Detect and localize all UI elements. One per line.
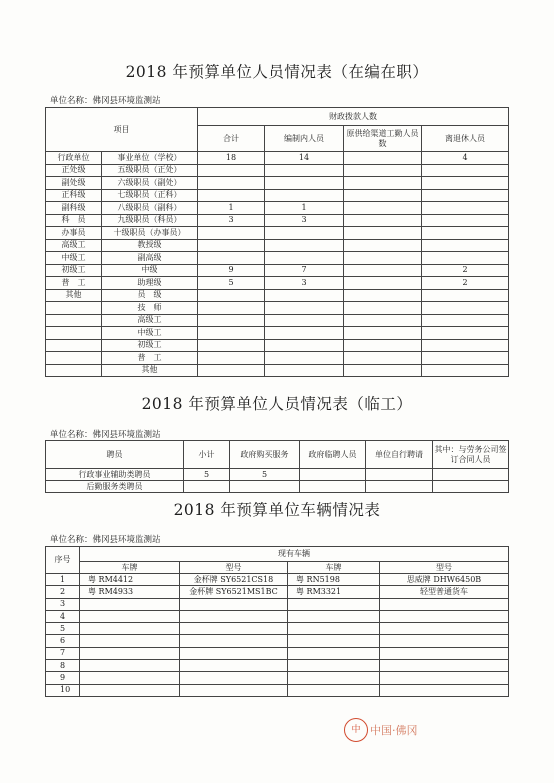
data-cell [198,239,265,252]
table-row [46,277,509,290]
table-row [46,289,509,302]
data-cell [344,227,422,240]
data-cell: 轻型普通货车 [380,586,509,598]
table-row [46,164,509,177]
data-cell [344,152,422,165]
table-row [46,660,509,672]
data-cell [198,352,265,365]
data-cell: 1 [265,202,344,215]
data-cell [422,227,509,240]
data-cell: 粤 RM4412 [80,574,180,586]
data-cell [380,598,509,610]
data-cell: 3 [265,214,344,227]
data-cell [80,635,180,647]
row-grade: 教授级 [102,239,198,252]
header-col: 车牌 [288,562,380,574]
row-seq: 5 [46,623,80,635]
table-row [46,684,509,696]
data-cell [288,647,380,659]
row-grade: 助理级 [102,277,198,290]
table3-unit-name: 单位名称：佛冈县环境监测站 [50,535,161,545]
data-cell [198,327,265,340]
data-cell [433,469,509,481]
data-cell [265,177,344,190]
row-category: 科 员 [46,214,102,227]
data-cell [380,610,509,622]
row-grade: 六级职员（副处） [102,177,198,190]
row-category: 高级工 [46,239,102,252]
row-label: 行政事业辅助类聘员 [46,469,184,481]
header-col: 聘员 [46,441,184,469]
data-cell: 金杯牌 SY6521MS1BC [180,586,288,598]
data-cell [344,177,422,190]
data-cell [344,252,422,265]
row-grade: 八级职员（副科） [102,202,198,215]
table-row [46,647,509,659]
data-cell: 2 [422,277,509,290]
data-cell [198,364,265,377]
header-col: 政府临聘人员 [300,441,366,469]
data-cell [422,189,509,202]
data-cell [265,327,344,340]
data-cell [198,302,265,315]
data-cell [230,481,300,493]
table-row [46,364,509,377]
data-cell [265,314,344,327]
data-cell [422,214,509,227]
data-cell: 5 [198,277,265,290]
table-row [46,177,509,190]
data-cell [344,264,422,277]
table2-title: 2018 年预算单位人员情况表（临工） [141,395,413,413]
row-category: 副科级 [46,202,102,215]
data-cell [344,314,422,327]
data-cell: 14 [265,152,344,165]
data-cell [80,684,180,696]
row-grade: 高级工 [102,314,198,327]
header-col: 离退休人员 [422,126,509,152]
data-cell [198,177,265,190]
vehicle-table [45,546,509,697]
row-grade: 初级工 [102,339,198,352]
data-cell [422,164,509,177]
data-cell [265,302,344,315]
data-cell [433,481,509,493]
row-seq: 4 [46,610,80,622]
table-row [46,586,509,598]
table-row [46,189,509,202]
data-cell [288,660,380,672]
data-cell [180,684,288,696]
row-seq: 6 [46,635,80,647]
header-col: 型号 [180,562,288,574]
data-cell [198,339,265,352]
header-col: 车牌 [80,562,180,574]
table-row [46,264,509,277]
data-cell [180,598,288,610]
data-cell [198,252,265,265]
row-seq: 2 [46,586,80,598]
row-category: 办事员 [46,227,102,240]
row-category: 其他 [46,289,102,302]
data-cell [344,327,422,340]
data-cell: 9 [198,264,265,277]
data-cell [344,164,422,177]
header-seq: 序号 [46,547,80,574]
data-cell [422,239,509,252]
data-cell: 18 [198,152,265,165]
table-row [46,202,509,215]
data-cell [344,339,422,352]
row-grade: 技 师 [102,302,198,315]
data-cell [80,598,180,610]
data-cell [344,277,422,290]
row-grade: 中级工 [102,327,198,340]
row-seq: 7 [46,647,80,659]
data-cell [422,302,509,315]
row-grade: 其他 [102,364,198,377]
row-category: 普 工 [46,277,102,290]
data-cell [80,647,180,659]
row-category: 副处级 [46,177,102,190]
data-cell [300,469,366,481]
temp-staff-table [45,440,509,493]
row-category: 中级工 [46,252,102,265]
data-cell [80,610,180,622]
header-vehicle-group: 现有车辆 [80,547,509,562]
data-cell [344,239,422,252]
data-cell: 粤 RM3321 [288,586,380,598]
data-cell [180,647,288,659]
data-cell [366,469,433,481]
data-cell [265,364,344,377]
row-grade: 普 工 [102,352,198,365]
header-col: 原供给渠道工勤人员数 [344,126,422,152]
table1-title: 2018 年预算单位人员情况表（在编在职） [125,63,429,81]
row-grade: 七级职员（正科） [102,189,198,202]
data-cell [422,364,509,377]
data-cell [366,481,433,493]
table-row [46,152,509,165]
table1-unit-name: 单位名称：佛冈县环境监测站 [50,96,161,106]
data-cell [180,660,288,672]
header-finance-group: 财政拨款人数 [198,108,509,126]
data-cell [265,239,344,252]
table-row [46,227,509,240]
row-grade: 十级职员（办事员） [102,227,198,240]
data-cell [288,672,380,684]
table2-unit-name: 单位名称：佛冈县环境监测站 [50,430,161,440]
data-cell [80,672,180,684]
row-category [46,364,102,377]
row-category: 初级工 [46,264,102,277]
row-category: 行政单位 [46,152,102,165]
data-cell [180,635,288,647]
data-cell: 3 [265,277,344,290]
table-row [46,635,509,647]
table-row [46,610,509,622]
data-cell [288,623,380,635]
data-cell [265,289,344,302]
watermark-text: 中国·佛冈 [370,724,418,737]
row-grade: 中级 [102,264,198,277]
data-cell [80,660,180,672]
data-cell [180,610,288,622]
header-col: 合计 [198,126,265,152]
data-cell [265,189,344,202]
table-row [46,339,509,352]
row-category [46,327,102,340]
data-cell [380,635,509,647]
row-grade: 五级职员（正处） [102,164,198,177]
staff-table [45,107,509,377]
data-cell [422,339,509,352]
data-cell: 5 [184,469,230,481]
data-cell [422,289,509,302]
data-cell [265,164,344,177]
data-cell [344,289,422,302]
data-cell [344,214,422,227]
data-cell [288,684,380,696]
header-col: 政府购买服务 [230,441,300,469]
header-col: 编制内人员 [265,126,344,152]
header-col: 小计 [184,441,230,469]
data-cell [80,623,180,635]
table-row [46,327,509,340]
data-cell [288,635,380,647]
row-category [46,339,102,352]
table-row [46,314,509,327]
data-cell: 4 [422,152,509,165]
table-row [46,239,509,252]
data-cell: 5 [230,469,300,481]
data-cell [422,252,509,265]
data-cell [344,302,422,315]
data-cell [180,623,288,635]
data-cell [265,227,344,240]
data-cell [380,623,509,635]
data-cell [380,647,509,659]
data-cell: 粤 RN5198 [288,574,380,586]
row-grade: 事业单位（学校） [102,152,198,165]
data-cell [198,314,265,327]
row-seq: 1 [46,574,80,586]
data-cell: 3 [198,214,265,227]
data-cell [380,684,509,696]
table-row [46,252,509,265]
header-col: 型号 [380,562,509,574]
row-category: 正科级 [46,189,102,202]
row-label: 后勤服务类聘员 [46,481,184,493]
row-grade: 九级职员（科员） [102,214,198,227]
data-cell [300,481,366,493]
row-seq: 3 [46,598,80,610]
row-grade: 副高级 [102,252,198,265]
seal-icon: 中 [344,718,368,742]
table-row [46,469,509,481]
row-seq: 10 [46,684,80,696]
data-cell [380,672,509,684]
row-category: 正处级 [46,164,102,177]
data-cell [198,189,265,202]
table-row [46,623,509,635]
data-cell [344,364,422,377]
data-cell [265,252,344,265]
header-item: 项目 [46,108,198,152]
data-cell: 粤 RM4933 [80,586,180,598]
data-cell: 2 [422,264,509,277]
data-cell: 思威牌 DHW6450B [380,574,509,586]
data-cell [380,660,509,672]
table-row [46,302,509,315]
data-cell [288,598,380,610]
data-cell [422,327,509,340]
data-cell [180,672,288,684]
data-cell [422,177,509,190]
table3-title: 2018 年预算单位车辆情况表 [173,501,381,519]
row-category [46,314,102,327]
data-cell [198,164,265,177]
data-cell [422,202,509,215]
header-col: 其中：与劳务公司签订合同人员 [433,441,509,469]
data-cell [198,227,265,240]
data-cell [184,481,230,493]
header-col: 单位自行聘请 [366,441,433,469]
data-cell [344,352,422,365]
data-cell: 7 [265,264,344,277]
row-category [46,302,102,315]
data-cell [344,189,422,202]
row-seq: 8 [46,660,80,672]
table-row [46,574,509,586]
data-cell [344,202,422,215]
data-cell [422,314,509,327]
data-cell [422,352,509,365]
data-cell [265,352,344,365]
data-cell: 金杯牌 SY6521CS18 [180,574,288,586]
table-row [46,481,509,493]
data-cell: 1 [198,202,265,215]
table-row [46,352,509,365]
row-seq: 9 [46,672,80,684]
data-cell [265,339,344,352]
table-row [46,214,509,227]
table-row [46,598,509,610]
data-cell [198,289,265,302]
table-row [46,672,509,684]
row-category [46,352,102,365]
data-cell [288,610,380,622]
row-grade: 员 级 [102,289,198,302]
